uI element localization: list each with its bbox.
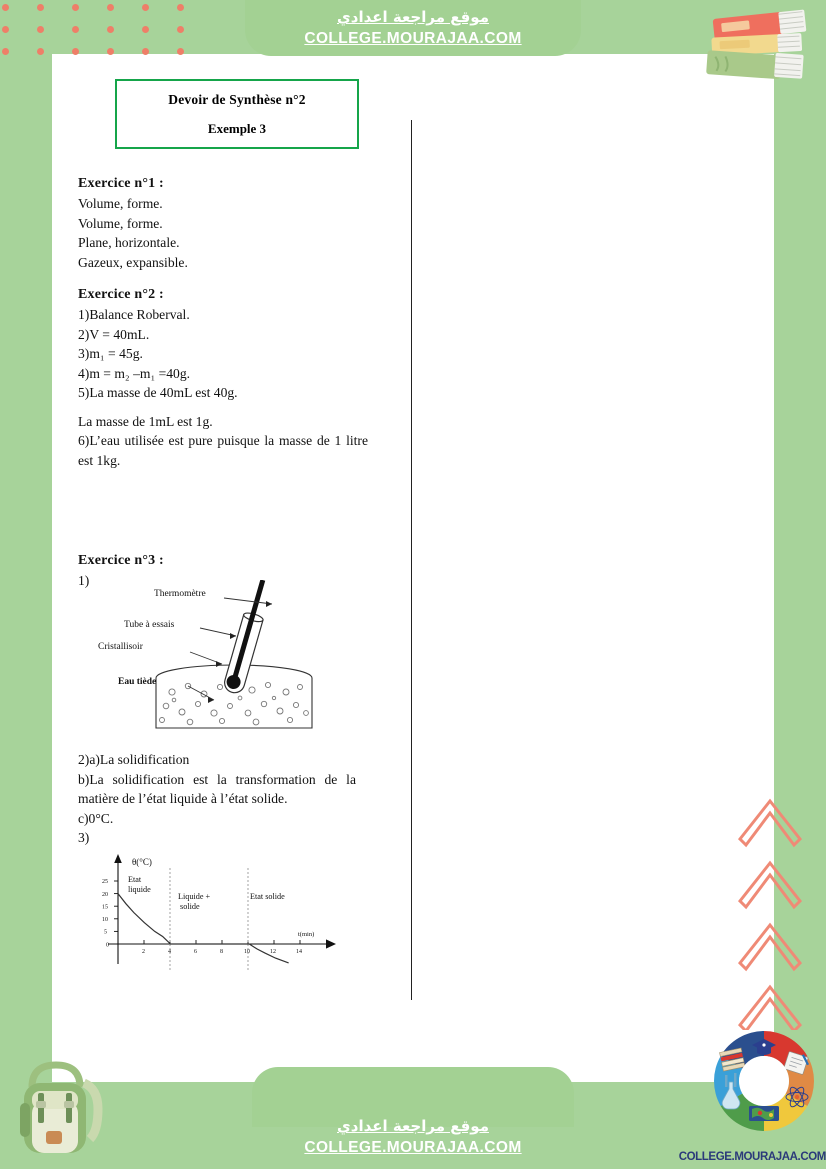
exam-title-line2: Exemple 3 [207, 120, 267, 136]
apparatus-label-tube: Tube à essais [124, 620, 175, 630]
chart-ylabel: θ(°C) [132, 857, 152, 867]
exercise2-line: La masse de 1mL est 1g. [78, 413, 213, 429]
exercise2-line: 2)V = 40mL. [78, 326, 150, 342]
exercise3-q2a: 2)a)La solidification [78, 752, 190, 767]
xtick-2: 2 [142, 949, 145, 955]
exercise1-heading: Exercice n°1 : [78, 176, 164, 191]
education-circle-logo [704, 1023, 824, 1145]
exercise1-line: Volume, forme. [78, 215, 163, 231]
exercise3-q2c: c)0°C. [78, 810, 114, 826]
exam-title-box [115, 79, 359, 149]
apparatus-label-cristallisoir: Cristallisoir [98, 642, 143, 652]
exercise2-line: 6)L’eau utilisée est pure puisque la masse de 1 litre est 1kg. [78, 433, 368, 468]
chevron-decoration [736, 795, 816, 1030]
xtick-10: 10 [244, 949, 250, 955]
ytick-10: 10 [102, 917, 108, 923]
ytick-25: 25 [102, 879, 108, 886]
exercise3-q3: 3) [78, 830, 90, 845]
exercise2-line: 3)m₁ = 45g. [78, 346, 143, 361]
exercise3-answers [78, 750, 356, 848]
ytick-15: 15 [102, 904, 108, 911]
chart-annotation-etat-solide: Etat solide [250, 892, 285, 901]
exercise1-line: Volume, forme. [78, 196, 163, 211]
ytick-5: 5 [104, 929, 107, 936]
experiment-apparatus-diagram [96, 580, 356, 740]
books-stack-illustration [704, 6, 822, 92]
chart-xlabel: t(min) [298, 931, 315, 938]
column-divider [411, 120, 412, 1000]
apparatus-label-eau-tiede: Eau tiède [118, 677, 157, 687]
cooling-curve-chart [100, 852, 345, 970]
ytick-0: 0 [106, 942, 109, 949]
exercise2-heading: Exercice n°2 : [78, 287, 164, 302]
apparatus-label-thermometre: Thermomètre [154, 589, 206, 599]
chart-annotation-etat-liquide: Etat liquide [128, 875, 151, 894]
chart-annotation-liquide-solide: Liquide + solide [178, 892, 211, 911]
left-content-column [78, 176, 368, 470]
header-watermark-arabic: موقع مراجعة اعدادي [337, 8, 489, 26]
logo-caption: COLLEGE.MOURAJAA.COM [678, 1151, 826, 1163]
xtick-6: 6 [194, 949, 197, 955]
xtick-8: 8 [220, 949, 223, 955]
header-watermark-url: COLLEGE.MOURAJAA.COM [304, 30, 522, 47]
exercise3-q1: 1) [78, 573, 90, 588]
xtick-12: 12 [270, 949, 276, 955]
dot-pattern-decoration [0, 4, 216, 60]
exercise1-line: Gazeux, expansible. [78, 254, 188, 270]
xtick-4: 4 [168, 949, 171, 955]
left-green-band [0, 0, 52, 1169]
exercise3-heading: Exercice n°3 : [78, 553, 164, 568]
exam-title-line1: Devoir de Synthèse n°2 [168, 91, 306, 107]
footer-watermark-arabic: موقع مراجعة اعدادي [337, 1117, 489, 1135]
ytick-20: 20 [102, 891, 108, 898]
xtick-14: 14 [296, 949, 302, 955]
backpack-illustration [10, 1057, 118, 1161]
exercise1-line: Plane, horizontale. [78, 235, 180, 250]
exercise3-q2b: b)La solidification est la transformation de la matière de l’état liquide à l’état solide. [78, 771, 356, 806]
footer-watermark-url: COLLEGE.MOURAJAA.COM [304, 1139, 522, 1156]
exercise2-line: 4)m = m₂ –m₁ =40g. [78, 365, 191, 381]
exercise2-line: 1)Balance Roberval. [78, 307, 190, 322]
exercise2-line: 5)La masse de 40mL est 40g. [78, 385, 238, 400]
